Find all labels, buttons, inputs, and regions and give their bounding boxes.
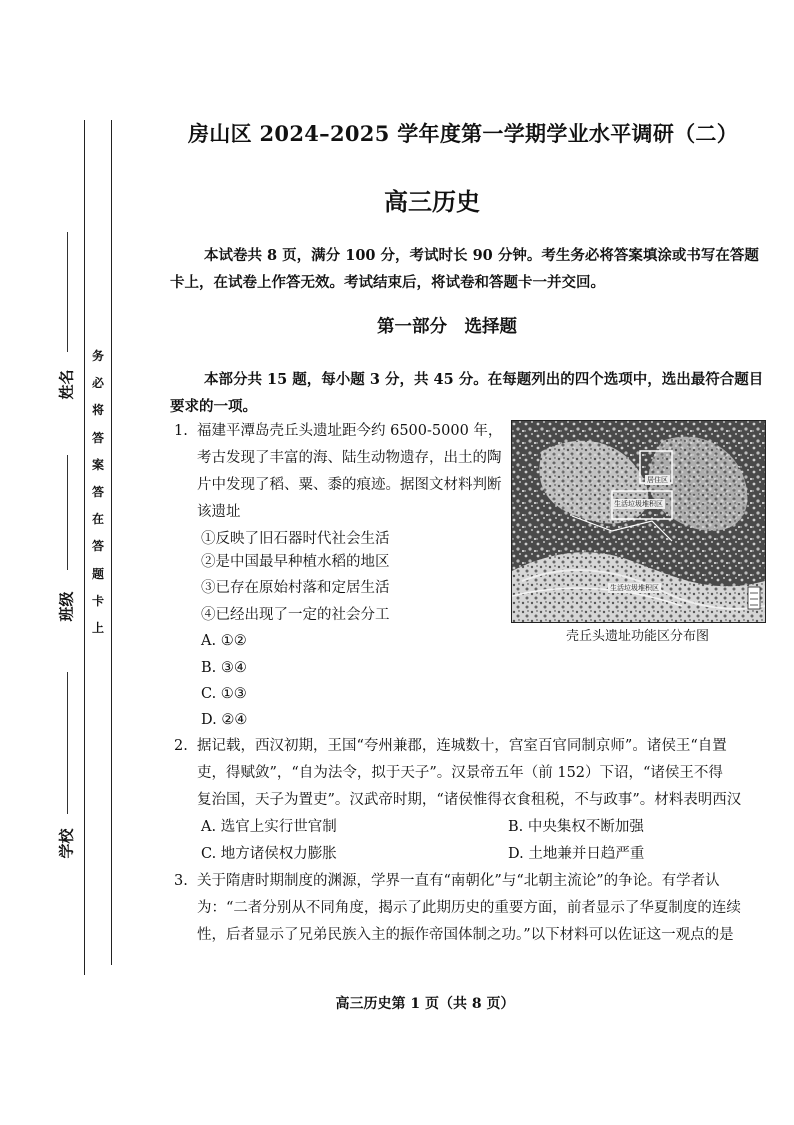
q1-option-b: B. ③④ [201, 660, 247, 676]
q3-stem-line: 为：“二者分别从不同角度，揭示了此期历史的重要方面，前者显示了华夏制度的连续 [197, 900, 741, 916]
q1-statement: ①反映了旧石器时代社会生活 [201, 531, 390, 547]
warning-char: 答 [91, 484, 104, 499]
warning-char: 上 [91, 620, 104, 635]
site-distribution-map [511, 420, 766, 623]
part1-instructions [170, 366, 770, 420]
exam-subject: 高三历史 [384, 187, 480, 216]
map-caption: 壳丘头遗址功能区分布图 [565, 629, 709, 644]
q1-option-a: A. ①② [201, 633, 247, 649]
warning-char: 必 [91, 376, 104, 391]
q1-stem-line: 考古发现了丰富的海、陆生动物遗存，出土的陶 [197, 450, 502, 466]
q1-stem-line: 福建平潭岛壳丘头遗址距今约 6500-5000 年， [197, 423, 503, 439]
q1-statement: ④已经出现了一定的社会分工 [201, 607, 390, 623]
warning-char: 卡 [91, 593, 104, 608]
exam-title: 房山区 2024–2025 学年度第一学期学业水平调研（二） [188, 121, 739, 146]
q1-number: 1. [174, 423, 188, 439]
school-label: 学校 [57, 828, 76, 859]
page-footer: 高三历史第 1 页（共 8 页） [335, 996, 515, 1012]
map-label-residential: 居住区 [647, 476, 668, 484]
q3-stem-line: 关于隋唐时期制度的渊源，学界一直有“南朝化”与“北朝主流论”的争论。有学者认 [197, 873, 720, 889]
part1-instructions-line-2: 要求的一项。 [170, 398, 257, 415]
instructions-line-1: 本试卷共 8 页，满分 100 分，考试时长 90 分钟。考生务必将答案填涂或书写在答题 [204, 247, 759, 264]
q2-number: 2. [174, 738, 188, 754]
answer-on-card-warning [88, 346, 108, 645]
q1-stem-line: 片中发现了稻、粟、黍的痕迹。据图文材料判断 [197, 477, 502, 493]
binding-line-outer [84, 120, 85, 975]
warning-char: 题 [91, 566, 104, 581]
map-label-waste-area: 生活垃圾堆积区 [610, 584, 659, 592]
warning-char: 将 [91, 403, 104, 418]
q2-option-a: A. 选官上实行世官制 [201, 819, 337, 835]
warning-char: 案 [91, 457, 104, 472]
q1-statement: ③已存在原始村落和定居生活 [201, 580, 390, 596]
part1-heading: 第一部分 选择题 [377, 317, 517, 337]
q1-option-d: D. ②④ [201, 712, 248, 728]
class-label: 班级 [57, 591, 76, 622]
warning-char: 答 [91, 539, 104, 554]
warning-char: 务 [91, 349, 104, 363]
name-label: 姓名 [57, 369, 76, 400]
q2-stem-line: 吏，得赋敛”，“自为法令，拟于天子”。汉景帝五年（前 152）下诏，“诸侯王不得 [197, 765, 723, 781]
q2-option-b: B. 中央集权不断加强 [508, 819, 644, 835]
q3-stem-line: 性，后者显示了兄弟民族入主的振作帝国体制之功。”以下材料可以佐证这一观点的是 [197, 927, 734, 943]
q2-stem-line: 复治国，天子为置吏”。汉武帝时期，“诸侯惟得衣食租税，不与政事”。材料表明西汉 [197, 792, 742, 808]
part1-instructions-line-1: 本部分共 15 题，每小题 3 分，共 45 分。在每题列出的四个选项中，选出最符合题目 [204, 371, 764, 388]
q2-option-d: D. 土地兼并日趋严重 [508, 846, 645, 862]
q1-option-c: C. ①③ [201, 686, 247, 702]
map-label-waste-area: 生活垃圾堆积区 [614, 500, 663, 508]
exam-instructions [170, 242, 770, 296]
binding-line-inner [111, 120, 112, 965]
q1-statement: ②是中国最早种植水稻的地区 [201, 554, 390, 570]
warning-char: 答 [91, 430, 104, 445]
instructions-line-2: 卡上，在试卷上作答无效。考试结束后，将试卷和答题卡一并交回。 [170, 274, 605, 291]
q3-number: 3. [174, 873, 188, 889]
school-underline [67, 672, 68, 814]
q2-option-c: C. 地方诸侯权力膨胀 [201, 846, 337, 862]
q1-stem-line: 该遗址 [197, 504, 241, 520]
class-underline [67, 455, 68, 570]
q2-stem-line: 据记载，西汉初期，王国“夸州兼郡，连城数十，宫室百官同制京师”。诸侯王“自置 [197, 738, 727, 754]
warning-char: 在 [91, 512, 104, 527]
